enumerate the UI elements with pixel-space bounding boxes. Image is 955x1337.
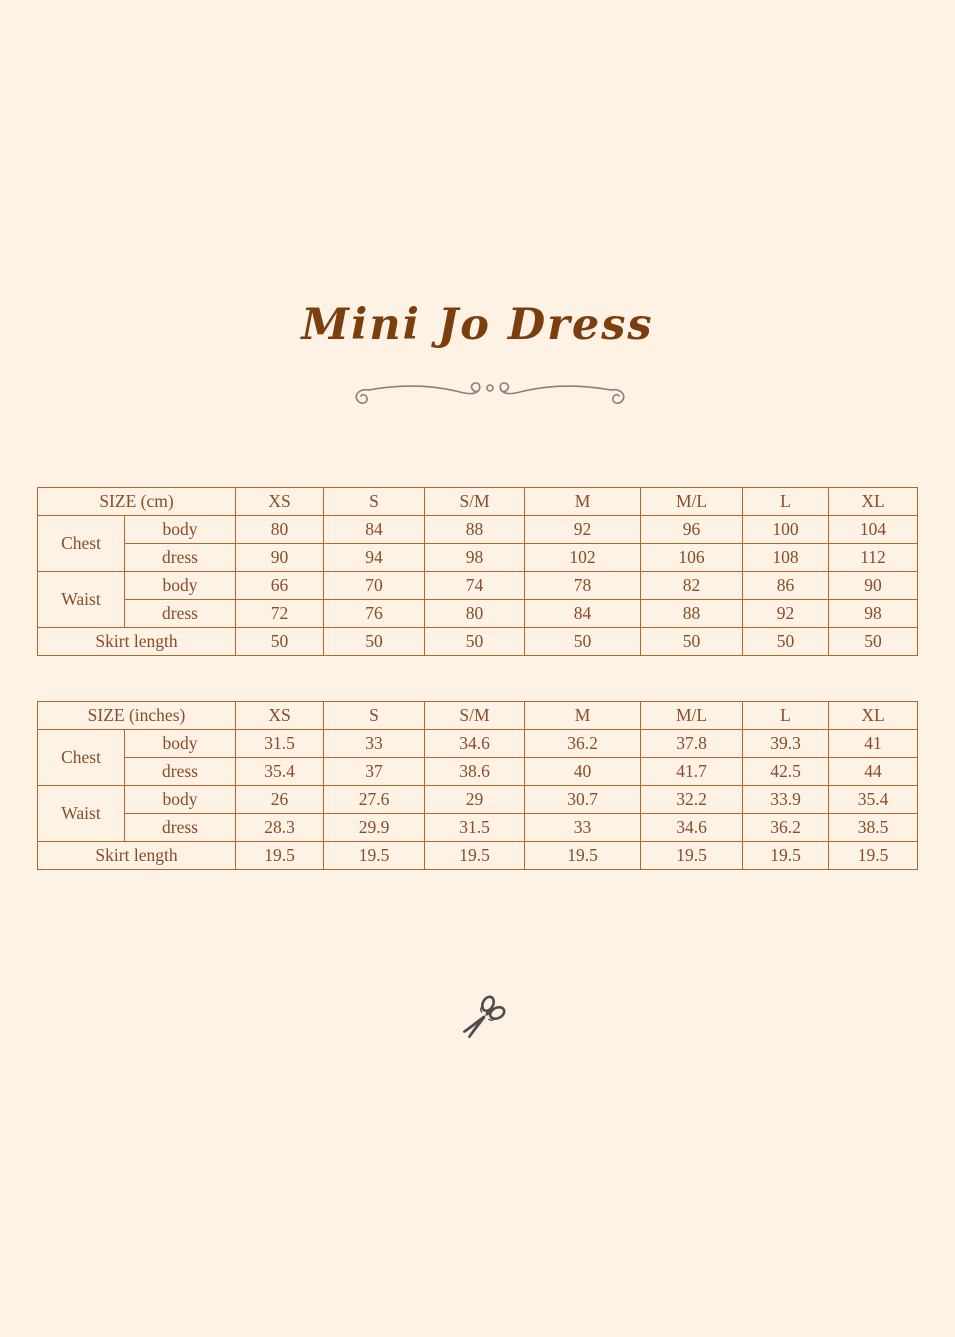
measure-label-cell: dress	[125, 814, 236, 842]
value-cell: 29.9	[324, 814, 425, 842]
measure-label-cell: body	[125, 730, 236, 758]
value-cell: 37	[324, 758, 425, 786]
value-cell: 19.5	[743, 842, 829, 870]
value-cell: 104	[829, 516, 918, 544]
value-cell: 66	[236, 572, 324, 600]
value-cell: 19.5	[324, 842, 425, 870]
value-cell: 19.5	[425, 842, 525, 870]
value-cell: 88	[641, 600, 743, 628]
size-column-header: XL	[829, 488, 918, 516]
group-label-cell: Chest	[38, 730, 125, 786]
value-cell: 50	[425, 628, 525, 656]
value-cell: 31.5	[425, 814, 525, 842]
value-cell: 33.9	[743, 786, 829, 814]
size-column-header: XL	[829, 702, 918, 730]
value-cell: 102	[525, 544, 641, 572]
value-cell: 70	[324, 572, 425, 600]
value-cell: 19.5	[236, 842, 324, 870]
value-cell: 30.7	[525, 786, 641, 814]
value-cell: 34.6	[641, 814, 743, 842]
group-label-cell: Waist	[38, 786, 125, 842]
value-cell: 94	[324, 544, 425, 572]
value-cell: 29	[425, 786, 525, 814]
footer-label-cell: Skirt length	[38, 842, 236, 870]
size-column-header: L	[743, 702, 829, 730]
size-column-header: S/M	[425, 702, 525, 730]
measure-label-cell: dress	[125, 544, 236, 572]
size-table-inches	[37, 701, 918, 870]
size-column-header: S	[324, 702, 425, 730]
value-cell: 92	[525, 516, 641, 544]
value-cell: 84	[324, 516, 425, 544]
value-cell: 33	[324, 730, 425, 758]
measure-label-cell: dress	[125, 600, 236, 628]
value-cell: 41.7	[641, 758, 743, 786]
measure-label-cell: body	[125, 786, 236, 814]
size-column-header: XS	[236, 488, 324, 516]
group-label-cell: Chest	[38, 516, 125, 572]
flourish-divider-icon	[352, 376, 628, 412]
value-cell: 36.2	[743, 814, 829, 842]
value-cell: 74	[425, 572, 525, 600]
value-cell: 98	[829, 600, 918, 628]
size-column-header: S/M	[425, 488, 525, 516]
value-cell: 19.5	[525, 842, 641, 870]
value-cell: 90	[829, 572, 918, 600]
value-cell: 26	[236, 786, 324, 814]
value-cell: 28.3	[236, 814, 324, 842]
value-cell: 50	[525, 628, 641, 656]
size-table-cm	[37, 487, 918, 656]
size-column-header: S	[324, 488, 425, 516]
size-column-header: L	[743, 488, 829, 516]
value-cell: 98	[425, 544, 525, 572]
scissors-icon	[454, 991, 510, 1047]
value-cell: 50	[324, 628, 425, 656]
value-cell: 37.8	[641, 730, 743, 758]
value-cell: 42.5	[743, 758, 829, 786]
value-cell: 108	[743, 544, 829, 572]
value-cell: 50	[236, 628, 324, 656]
value-cell: 39.3	[743, 730, 829, 758]
size-column-header: M/L	[641, 702, 743, 730]
value-cell: 50	[641, 628, 743, 656]
value-cell: 33	[525, 814, 641, 842]
value-cell: 27.6	[324, 786, 425, 814]
value-cell: 36.2	[525, 730, 641, 758]
value-cell: 86	[743, 572, 829, 600]
value-cell: 76	[324, 600, 425, 628]
measure-label-cell: dress	[125, 758, 236, 786]
value-cell: 92	[743, 600, 829, 628]
value-cell: 106	[641, 544, 743, 572]
value-cell: 96	[641, 516, 743, 544]
value-cell: 38.6	[425, 758, 525, 786]
value-cell: 80	[425, 600, 525, 628]
table-title-cell: SIZE (cm)	[38, 488, 236, 516]
value-cell: 82	[641, 572, 743, 600]
size-column-header: M	[525, 702, 641, 730]
value-cell: 88	[425, 516, 525, 544]
value-cell: 40	[525, 758, 641, 786]
value-cell: 112	[829, 544, 918, 572]
size-column-header: XS	[236, 702, 324, 730]
measure-label-cell: body	[125, 516, 236, 544]
value-cell: 50	[829, 628, 918, 656]
value-cell: 35.4	[829, 786, 918, 814]
value-cell: 84	[525, 600, 641, 628]
value-cell: 80	[236, 516, 324, 544]
group-label-cell: Waist	[38, 572, 125, 628]
value-cell: 38.5	[829, 814, 918, 842]
table-title-cell: SIZE (inches)	[38, 702, 236, 730]
value-cell: 78	[525, 572, 641, 600]
value-cell: 44	[829, 758, 918, 786]
value-cell: 34.6	[425, 730, 525, 758]
value-cell: 19.5	[641, 842, 743, 870]
value-cell: 41	[829, 730, 918, 758]
page-title: Mini Jo Dress	[301, 300, 654, 350]
size-column-header: M/L	[641, 488, 743, 516]
value-cell: 19.5	[829, 842, 918, 870]
value-cell: 72	[236, 600, 324, 628]
value-cell: 35.4	[236, 758, 324, 786]
size-column-header: M	[525, 488, 641, 516]
value-cell: 50	[743, 628, 829, 656]
value-cell: 90	[236, 544, 324, 572]
measure-label-cell: body	[125, 572, 236, 600]
value-cell: 32.2	[641, 786, 743, 814]
footer-label-cell: Skirt length	[38, 628, 236, 656]
value-cell: 31.5	[236, 730, 324, 758]
value-cell: 100	[743, 516, 829, 544]
